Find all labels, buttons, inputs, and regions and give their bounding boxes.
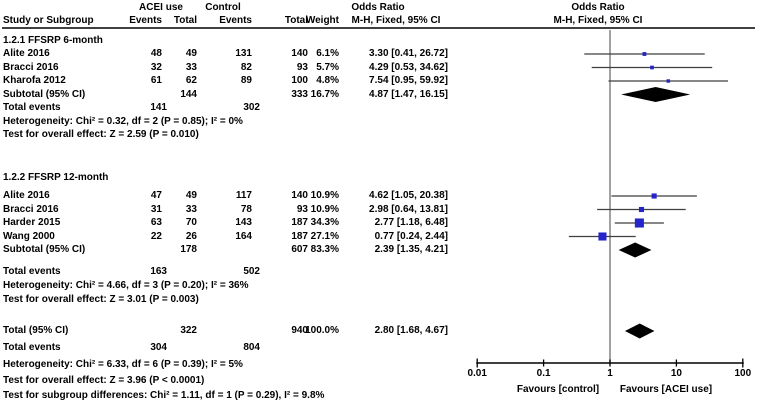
study-total2: 187 <box>291 217 308 228</box>
total-events-events1: 304 <box>150 342 167 353</box>
axis-tick-label: 10 <box>670 368 682 379</box>
header-group2: Control <box>205 2 241 13</box>
header-events2: Events <box>219 15 252 26</box>
study-events1: 48 <box>150 48 162 59</box>
study-or-ci: 7.54 [0.95, 59.92] <box>369 75 448 86</box>
axis-tick-label: 0.01 <box>467 368 487 379</box>
study-total2: 187 <box>291 230 308 242</box>
study-events1: 63 <box>150 217 162 228</box>
overall-effect-text: Test for overall effect: Z = 3.96 (P < 0.0001) <box>3 375 205 386</box>
grand-total-total2: 940 <box>291 325 308 336</box>
study-weight: 27.1% <box>310 230 339 242</box>
axis-tick-label: 0.1 <box>536 368 551 379</box>
header-odds-ratio-right: Odds Ratio <box>571 2 625 13</box>
grand-total-weight: 100.0% <box>305 325 339 336</box>
subtotal-total2: 333 <box>291 88 308 100</box>
study-total1: 26 <box>185 230 197 242</box>
study-total2: 93 <box>296 61 308 73</box>
grand-total-label: Total (95% CI) <box>3 325 69 336</box>
study-or-ci: 3.30 [0.41, 26.72] <box>369 48 448 59</box>
subtotal-diamond <box>621 87 690 102</box>
heterogeneity-text: Heterogeneity: Chi² = 0.32, df = 2 (P = 0.85); I² = 0% <box>3 115 243 127</box>
or-square <box>643 52 647 56</box>
subtotal-weight: 16.7% <box>310 88 339 100</box>
grand-total-or-ci: 2.80 [1.68, 4.67] <box>374 325 448 336</box>
subtotal-label: Subtotal (95% CI) <box>3 244 86 255</box>
study-total1: 62 <box>185 75 197 86</box>
study-total1: 33 <box>185 61 197 73</box>
study-events2: 89 <box>240 75 252 86</box>
study-events2: 143 <box>235 217 252 228</box>
study-total1: 33 <box>185 203 197 215</box>
study-or-ci: 2.77 [1.18, 6.48] <box>374 217 448 228</box>
study-total2: 93 <box>296 203 308 215</box>
subtotal-diamond <box>619 243 652 258</box>
total-events-events2: 502 <box>243 266 260 277</box>
grand-total-total1: 322 <box>180 325 197 336</box>
total-events-label: Total events <box>3 102 61 113</box>
heterogeneity-text: Heterogeneity: Chi² = 4.66, df = 3 (P = 0.20); I² = 36% <box>3 280 249 291</box>
or-square <box>650 66 654 70</box>
study-events2: 82 <box>240 61 252 73</box>
total-events-label: Total events <box>3 342 61 353</box>
header-study: Study or Subgroup <box>3 15 94 26</box>
subtotal-or-ci: 2.39 [1.35, 4.21] <box>374 244 448 255</box>
or-square <box>639 207 644 212</box>
study-name: Harder 2015 <box>3 217 61 228</box>
total-events-label: Total events <box>3 266 61 277</box>
study-name: Wang 2000 <box>3 230 55 242</box>
study-events1: 31 <box>150 203 162 215</box>
axis-label-favours-acei-use: Favours [ACEI use] <box>619 384 713 395</box>
study-events2: 131 <box>235 48 252 59</box>
study-events2: 117 <box>235 190 252 201</box>
subtotal-total1: 144 <box>180 88 197 100</box>
subtotal-weight: 83.3% <box>310 244 339 255</box>
study-total1: 49 <box>185 190 197 201</box>
study-total1: 70 <box>185 217 197 228</box>
axis-tick-label: 1 <box>607 368 613 379</box>
header-total1: Total <box>173 15 197 26</box>
study-weight: 4.8% <box>316 75 339 86</box>
study-total1: 49 <box>185 48 197 59</box>
axis-tick-label: 100 <box>734 368 752 379</box>
study-total2: 100 <box>291 75 308 86</box>
header-mh-fixed-right: M-H, Fixed, 95% CI <box>553 15 643 26</box>
or-square <box>598 232 606 240</box>
total-events-events1: 163 <box>150 266 167 277</box>
study-weight: 10.9% <box>310 203 339 215</box>
study-name: Alite 2016 <box>3 48 50 59</box>
total-diamond <box>625 324 654 339</box>
study-weight: 6.1% <box>316 48 339 59</box>
study-or-ci: 4.29 [0.53, 34.62] <box>369 61 448 73</box>
study-total2: 140 <box>291 190 308 201</box>
study-events1: 32 <box>150 61 162 73</box>
study-name: Bracci 2016 <box>3 61 59 73</box>
study-events2: 164 <box>235 230 252 242</box>
heterogeneity-text: Heterogeneity: Chi² = 6.33, df = 6 (P = 0.39); I² = 5% <box>3 359 243 370</box>
study-weight: 5.7% <box>316 61 339 73</box>
study-or-ci: 4.62 [1.05, 20.38] <box>369 190 448 201</box>
header-mh-fixed-left: M-H, Fixed, 95% CI <box>351 15 441 26</box>
total-events-events1: 141 <box>150 102 167 113</box>
study-events1: 47 <box>150 190 162 201</box>
study-name: Kharofa 2012 <box>3 75 66 86</box>
overall-effect-text: Test for overall effect: Z = 2.59 (P = 0.010) <box>3 129 199 140</box>
study-weight: 34.3% <box>310 217 339 228</box>
or-square <box>667 79 670 82</box>
subtotal-total2: 607 <box>291 244 308 255</box>
header-weight: Weight <box>305 15 339 26</box>
study-weight: 10.9% <box>310 190 339 201</box>
study-or-ci: 0.77 [0.24, 2.44] <box>374 230 448 242</box>
header-odds-ratio-left: Odds Ratio <box>351 2 405 13</box>
axis-label-favours-control: Favours [control] <box>516 384 600 395</box>
subtotal-label: Subtotal (95% CI) <box>3 88 86 100</box>
subtotal-total1: 178 <box>180 244 197 255</box>
overall-effect-text: Test for overall effect: Z = 3.01 (P = 0.003) <box>3 294 199 305</box>
or-square <box>635 218 644 227</box>
header-group1: ACEI use <box>139 2 183 13</box>
study-total2: 140 <box>291 48 308 59</box>
study-events2: 78 <box>240 203 252 215</box>
total-events-events2: 302 <box>243 102 260 113</box>
study-events1: 61 <box>150 75 162 86</box>
group-label: 1.2.2 FFSRP 12-month <box>3 172 109 183</box>
study-or-ci: 2.98 [0.64, 13.81] <box>369 203 448 215</box>
study-name: Bracci 2016 <box>3 203 59 215</box>
study-events1: 22 <box>150 230 162 242</box>
study-name: Alite 2016 <box>3 190 50 201</box>
total-events-events2: 804 <box>243 342 260 353</box>
header-total2: Total <box>284 15 308 26</box>
subgroup-diff-text: Test for subgroup differences: Chi² = 1.11, df = 1 (P = 0.29), I² = 9.8% <box>3 390 325 401</box>
group-label: 1.2.1 FFSRP 6-month <box>3 35 103 46</box>
or-square <box>652 193 657 198</box>
subtotal-or-ci: 4.87 [1.47, 16.15] <box>369 88 448 100</box>
header-events1: Events <box>129 15 162 26</box>
